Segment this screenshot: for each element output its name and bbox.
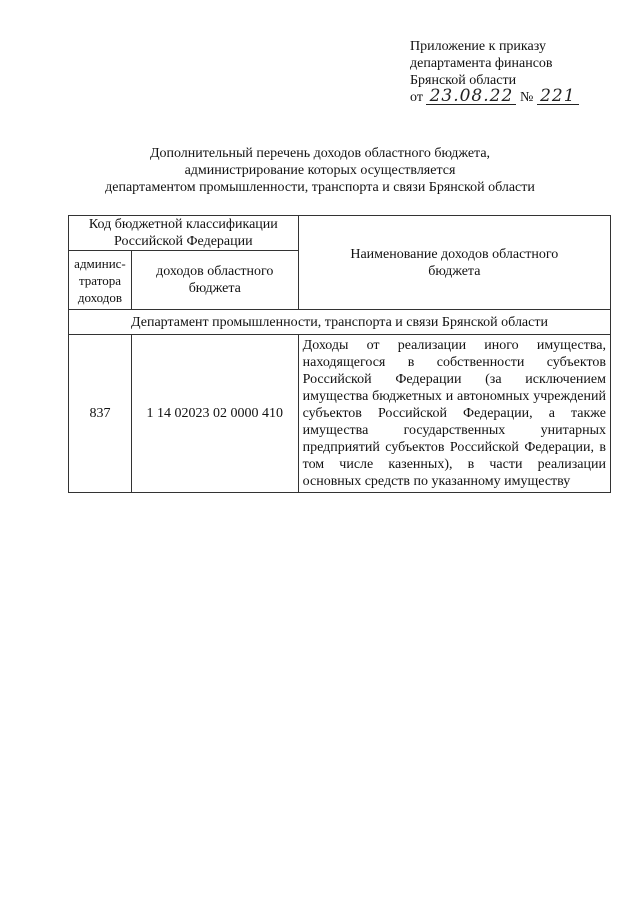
- appendix-date-line: [410, 86, 579, 106]
- income-table: [68, 215, 611, 493]
- appendix-block: [410, 38, 579, 106]
- header-income-name: Наименование доходов областного бюджета: [298, 216, 610, 310]
- header-code-classification: Код бюджетной классификации Российской Федерации: [69, 216, 299, 251]
- section-row: [69, 310, 611, 335]
- cell-income-name: Доходы от реализации иного имущества, находящегося в собственности субъектов Российской Федерации (за исключением имущества бюджетных и автономных учреждений субъектов Российской Федерации, а также имущества государственных унитарных предприятий субъектов Российской Федерации, в том числе казенных), в части реализации основных средств по указанному имуществу: [298, 335, 610, 493]
- section-department: Департамент промышленности, транспорта и связи Брянской области: [69, 310, 611, 335]
- appendix-line-1: Приложение к приказу: [410, 39, 546, 54]
- from-label: от: [410, 90, 423, 105]
- handwritten-date: 23.08.22: [426, 89, 516, 105]
- header-administrator: админис-тратора доходов: [69, 251, 132, 310]
- cell-admin-code: 837: [69, 335, 132, 493]
- appendix-line-2: департамента финансов: [410, 56, 553, 71]
- table-header-row-1: [69, 216, 611, 251]
- number-label: №: [519, 90, 534, 105]
- table-row: [69, 335, 611, 493]
- title-line-1: Дополнительный перечень доходов областного бюджета,: [149, 146, 491, 161]
- document-title: [60, 145, 580, 196]
- title-line-3: департаментом промышленности, транспорта и связи Брянской области: [105, 180, 535, 195]
- handwritten-number: 221: [537, 89, 579, 105]
- title-line-2: администрирование которых осуществляется: [184, 163, 456, 178]
- appendix-line-3: Брянской области: [410, 73, 517, 88]
- cell-budget-code: 1 14 02023 02 0000 410: [131, 335, 298, 493]
- header-regional-income: доходов областного бюджета: [131, 251, 298, 310]
